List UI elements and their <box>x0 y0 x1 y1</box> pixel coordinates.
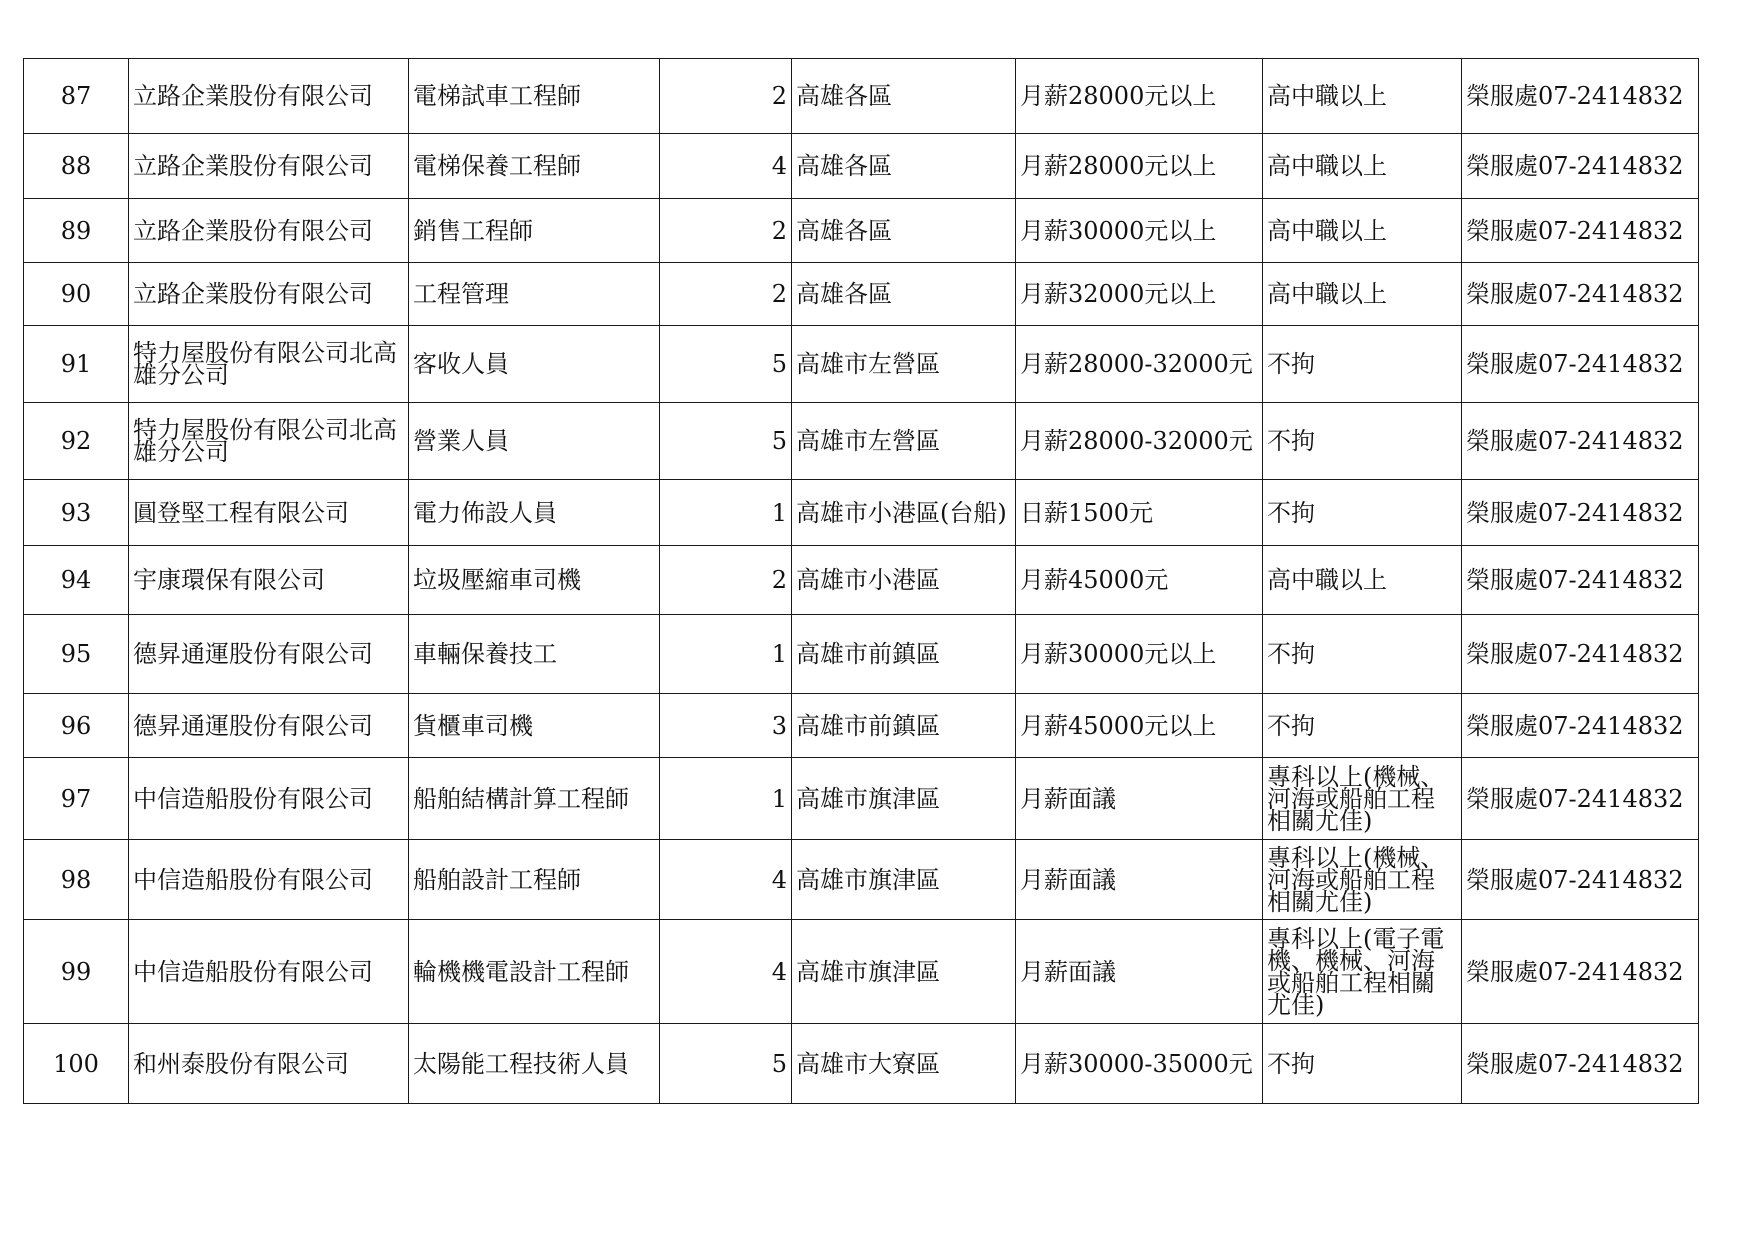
job-rows <box>24 59 1699 1104</box>
work-location-cell: 高雄各區 <box>792 199 1016 263</box>
table-row <box>24 59 1699 134</box>
headcount-cell: 5 <box>660 1024 792 1104</box>
contact-info-cell: 榮服處07-2414832 <box>1462 199 1699 263</box>
company-name-cell: 立路企業股份有限公司 <box>129 59 409 134</box>
salary-cell: 月薪28000-32000元 <box>1016 326 1263 403</box>
education-requirement-cell: 高中職以上 <box>1263 59 1462 134</box>
row-number-cell: 100 <box>24 1024 129 1104</box>
headcount-cell: 2 <box>660 546 792 615</box>
education-requirement-cell: 不拘 <box>1263 480 1462 546</box>
salary-cell: 月薪28000元以上 <box>1016 134 1263 199</box>
company-name-cell: 特力屋股份有限公司北高雄分公司 <box>129 326 409 403</box>
position-title-cell: 銷售工程師 <box>409 199 660 263</box>
row-number-cell: 91 <box>24 326 129 403</box>
position-title-cell: 輪機機電設計工程師 <box>409 920 660 1024</box>
company-name-cell: 宇康環保有限公司 <box>129 546 409 615</box>
table-row <box>24 615 1699 694</box>
table-row <box>24 480 1699 546</box>
position-title-cell: 船舶結構計算工程師 <box>409 758 660 840</box>
contact-info-cell: 榮服處07-2414832 <box>1462 263 1699 326</box>
work-location-cell: 高雄市前鎮區 <box>792 694 1016 758</box>
company-name-cell: 中信造船股份有限公司 <box>129 920 409 1024</box>
company-name-cell: 圓登堅工程有限公司 <box>129 480 409 546</box>
headcount-cell: 3 <box>660 694 792 758</box>
salary-cell: 月薪面議 <box>1016 840 1263 920</box>
position-title-cell: 車輛保養技工 <box>409 615 660 694</box>
company-name-cell: 德昇通運股份有限公司 <box>129 694 409 758</box>
contact-info-cell: 榮服處07-2414832 <box>1462 134 1699 199</box>
salary-cell: 月薪面議 <box>1016 758 1263 840</box>
work-location-cell: 高雄市旗津區 <box>792 840 1016 920</box>
company-name-cell: 立路企業股份有限公司 <box>129 263 409 326</box>
position-title-cell: 船舶設計工程師 <box>409 840 660 920</box>
table-row <box>24 840 1699 920</box>
company-name-cell: 特力屋股份有限公司北高雄分公司 <box>129 403 409 480</box>
headcount-cell: 5 <box>660 326 792 403</box>
headcount-cell: 2 <box>660 59 792 134</box>
work-location-cell: 高雄各區 <box>792 134 1016 199</box>
salary-cell: 月薪30000元以上 <box>1016 199 1263 263</box>
row-number-cell: 90 <box>24 263 129 326</box>
table-row <box>24 758 1699 840</box>
salary-cell: 月薪28000-32000元 <box>1016 403 1263 480</box>
education-requirement-cell: 專科以上(機械、河海或船舶工程相關尤佳) <box>1263 758 1462 840</box>
position-title-cell: 垃圾壓縮車司機 <box>409 546 660 615</box>
salary-cell: 日薪1500元 <box>1016 480 1263 546</box>
headcount-cell: 4 <box>660 840 792 920</box>
headcount-cell: 4 <box>660 920 792 1024</box>
education-requirement-cell: 不拘 <box>1263 615 1462 694</box>
position-title-cell: 電梯試車工程師 <box>409 59 660 134</box>
company-name-cell: 和州泰股份有限公司 <box>129 1024 409 1104</box>
education-requirement-cell: 高中職以上 <box>1263 546 1462 615</box>
company-name-cell: 中信造船股份有限公司 <box>129 758 409 840</box>
position-title-cell: 太陽能工程技術人員 <box>409 1024 660 1104</box>
contact-info-cell: 榮服處07-2414832 <box>1462 694 1699 758</box>
headcount-cell: 2 <box>660 199 792 263</box>
work-location-cell: 高雄市左營區 <box>792 326 1016 403</box>
position-title-cell: 營業人員 <box>409 403 660 480</box>
contact-info-cell: 榮服處07-2414832 <box>1462 615 1699 694</box>
table-row <box>24 1024 1699 1104</box>
work-location-cell: 高雄市旗津區 <box>792 920 1016 1024</box>
headcount-cell: 4 <box>660 134 792 199</box>
row-number-cell: 93 <box>24 480 129 546</box>
row-number-cell: 98 <box>24 840 129 920</box>
row-number-cell: 99 <box>24 920 129 1024</box>
position-title-cell: 電力佈設人員 <box>409 480 660 546</box>
education-requirement-cell: 高中職以上 <box>1263 134 1462 199</box>
row-number-cell: 89 <box>24 199 129 263</box>
table-row <box>24 199 1699 263</box>
position-title-cell: 工程管理 <box>409 263 660 326</box>
row-number-cell: 88 <box>24 134 129 199</box>
headcount-cell: 1 <box>660 758 792 840</box>
education-requirement-cell: 不拘 <box>1263 403 1462 480</box>
table-row <box>24 263 1699 326</box>
work-location-cell: 高雄市左營區 <box>792 403 1016 480</box>
row-number-cell: 87 <box>24 59 129 134</box>
table-row <box>24 920 1699 1024</box>
work-location-cell: 高雄各區 <box>792 263 1016 326</box>
position-title-cell: 貨櫃車司機 <box>409 694 660 758</box>
position-title-cell: 客收人員 <box>409 326 660 403</box>
education-requirement-cell: 不拘 <box>1263 326 1462 403</box>
table-row <box>24 326 1699 403</box>
position-title-cell: 電梯保養工程師 <box>409 134 660 199</box>
contact-info-cell: 榮服處07-2414832 <box>1462 403 1699 480</box>
row-number-cell: 97 <box>24 758 129 840</box>
salary-cell: 月薪45000元 <box>1016 546 1263 615</box>
headcount-cell: 1 <box>660 480 792 546</box>
education-requirement-cell: 專科以上(機械、河海或船舶工程相關尤佳) <box>1263 840 1462 920</box>
contact-info-cell: 榮服處07-2414832 <box>1462 1024 1699 1104</box>
work-location-cell: 高雄市小港區(台船) <box>792 480 1016 546</box>
row-number-cell: 94 <box>24 546 129 615</box>
work-location-cell: 高雄各區 <box>792 59 1016 134</box>
row-number-cell: 92 <box>24 403 129 480</box>
salary-cell: 月薪面議 <box>1016 920 1263 1024</box>
table-row <box>24 403 1699 480</box>
contact-info-cell: 榮服處07-2414832 <box>1462 546 1699 615</box>
job-listing-table <box>23 58 1699 1104</box>
table-row <box>24 546 1699 615</box>
contact-info-cell: 榮服處07-2414832 <box>1462 326 1699 403</box>
work-location-cell: 高雄市小港區 <box>792 546 1016 615</box>
work-location-cell: 高雄市大寮區 <box>792 1024 1016 1104</box>
education-requirement-cell: 高中職以上 <box>1263 263 1462 326</box>
education-requirement-cell: 專科以上(電子電機、機械、河海或船舶工程相關尤佳) <box>1263 920 1462 1024</box>
company-name-cell: 立路企業股份有限公司 <box>129 134 409 199</box>
contact-info-cell: 榮服處07-2414832 <box>1462 758 1699 840</box>
company-name-cell: 德昇通運股份有限公司 <box>129 615 409 694</box>
table-row <box>24 134 1699 199</box>
contact-info-cell: 榮服處07-2414832 <box>1462 480 1699 546</box>
education-requirement-cell: 高中職以上 <box>1263 199 1462 263</box>
row-number-cell: 96 <box>24 694 129 758</box>
company-name-cell: 中信造船股份有限公司 <box>129 840 409 920</box>
headcount-cell: 2 <box>660 263 792 326</box>
work-location-cell: 高雄市前鎮區 <box>792 615 1016 694</box>
education-requirement-cell: 不拘 <box>1263 1024 1462 1104</box>
contact-info-cell: 榮服處07-2414832 <box>1462 920 1699 1024</box>
salary-cell: 月薪45000元以上 <box>1016 694 1263 758</box>
salary-cell: 月薪30000-35000元 <box>1016 1024 1263 1104</box>
contact-info-cell: 榮服處07-2414832 <box>1462 840 1699 920</box>
headcount-cell: 1 <box>660 615 792 694</box>
contact-info-cell: 榮服處07-2414832 <box>1462 59 1699 134</box>
row-number-cell: 95 <box>24 615 129 694</box>
education-requirement-cell: 不拘 <box>1263 694 1462 758</box>
salary-cell: 月薪32000元以上 <box>1016 263 1263 326</box>
headcount-cell: 5 <box>660 403 792 480</box>
salary-cell: 月薪28000元以上 <box>1016 59 1263 134</box>
company-name-cell: 立路企業股份有限公司 <box>129 199 409 263</box>
work-location-cell: 高雄市旗津區 <box>792 758 1016 840</box>
table-row <box>24 694 1699 758</box>
salary-cell: 月薪30000元以上 <box>1016 615 1263 694</box>
